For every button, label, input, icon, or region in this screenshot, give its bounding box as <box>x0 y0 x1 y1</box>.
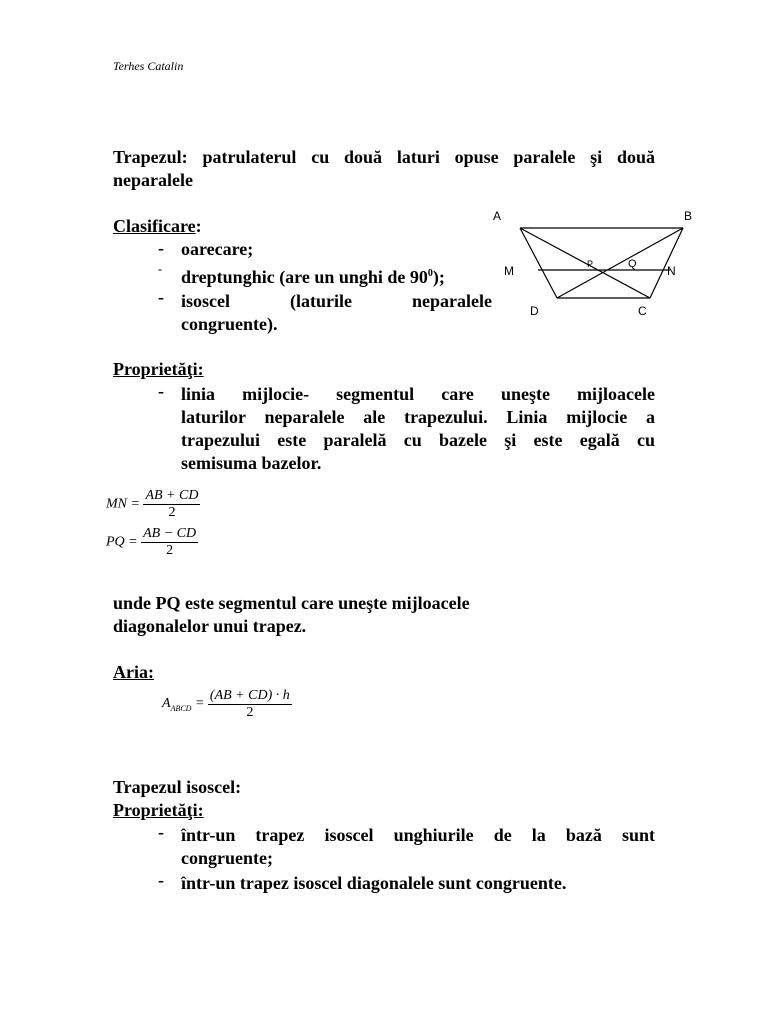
properties-line-2: laturilor neparalele ale trapezului. Linia mijlocie a <box>181 407 655 427</box>
label-n: N <box>667 264 676 278</box>
label-m: M <box>504 264 514 278</box>
classification-item-3: isoscel (laturile neparalele <box>181 291 492 311</box>
classification-item-3-cont: congruente). <box>181 314 278 334</box>
formula-mn: MN = $\frac{AB + CD}{2}$ <box>106 488 199 520</box>
classification-heading: Clasificare: <box>113 216 202 236</box>
bullet: - <box>158 262 162 276</box>
isosceles-line-3: într-un trapez isoscel diagonalele sunt congruente. <box>181 873 567 893</box>
label-d: D <box>530 304 539 318</box>
bullet: - <box>158 822 164 842</box>
intro-line-2: neparalele <box>113 170 193 190</box>
area-heading: Aria: <box>113 662 154 682</box>
classification-item-1: oarecare; <box>181 239 254 259</box>
properties-line-3: trapezului este paralelă cu bazele şi este egală cu <box>181 430 655 450</box>
classification-item-2: dreptunghic (are un unghi de $90^0$); <box>181 267 445 287</box>
bullet: - <box>158 238 164 258</box>
bullet: - <box>158 381 164 401</box>
isosceles-properties-heading: Proprietăţi: <box>113 800 204 820</box>
isosceles-line-2: congruente; <box>181 848 273 868</box>
label-c: C <box>638 304 647 318</box>
trapezoid-figure <box>490 200 710 330</box>
bullet: - <box>158 287 164 307</box>
properties-line-1: linia mijlocie- segmentul care uneşte mijloacele <box>181 384 655 404</box>
label-b: B <box>684 209 693 223</box>
label-p: P <box>587 259 594 269</box>
side-bc <box>650 228 683 298</box>
bullet: - <box>158 870 164 890</box>
label-q: Q <box>628 258 637 270</box>
isosceles-line-1: într-un trapez isoscel unghiurile de la bază sunt <box>181 825 655 845</box>
pq-note-line-2: diagonalelor unui trapez. <box>113 616 307 636</box>
pq-note-line-1: unde PQ este segmentul care uneşte mijloacele <box>113 593 470 613</box>
diagonal-bd <box>557 228 683 298</box>
formula-pq: PQ = $\frac{AB - CD}{2}$ <box>106 526 197 558</box>
label-a: A <box>493 209 502 223</box>
isosceles-title: Trapezul isoscel: <box>113 777 242 797</box>
properties-heading: Proprietăţi: <box>113 359 204 379</box>
author-name: Terhes Catalin <box>113 59 184 73</box>
intro-line-1: Trapezul: patrulaterul cu două laturi opuse paralele şi două <box>113 147 655 167</box>
formula-area: $A_{ABCD}$ = $\frac{(AB + CD) \cdot h}{2}$ <box>162 688 290 720</box>
properties-line-4: semisuma bazelor. <box>181 453 322 473</box>
